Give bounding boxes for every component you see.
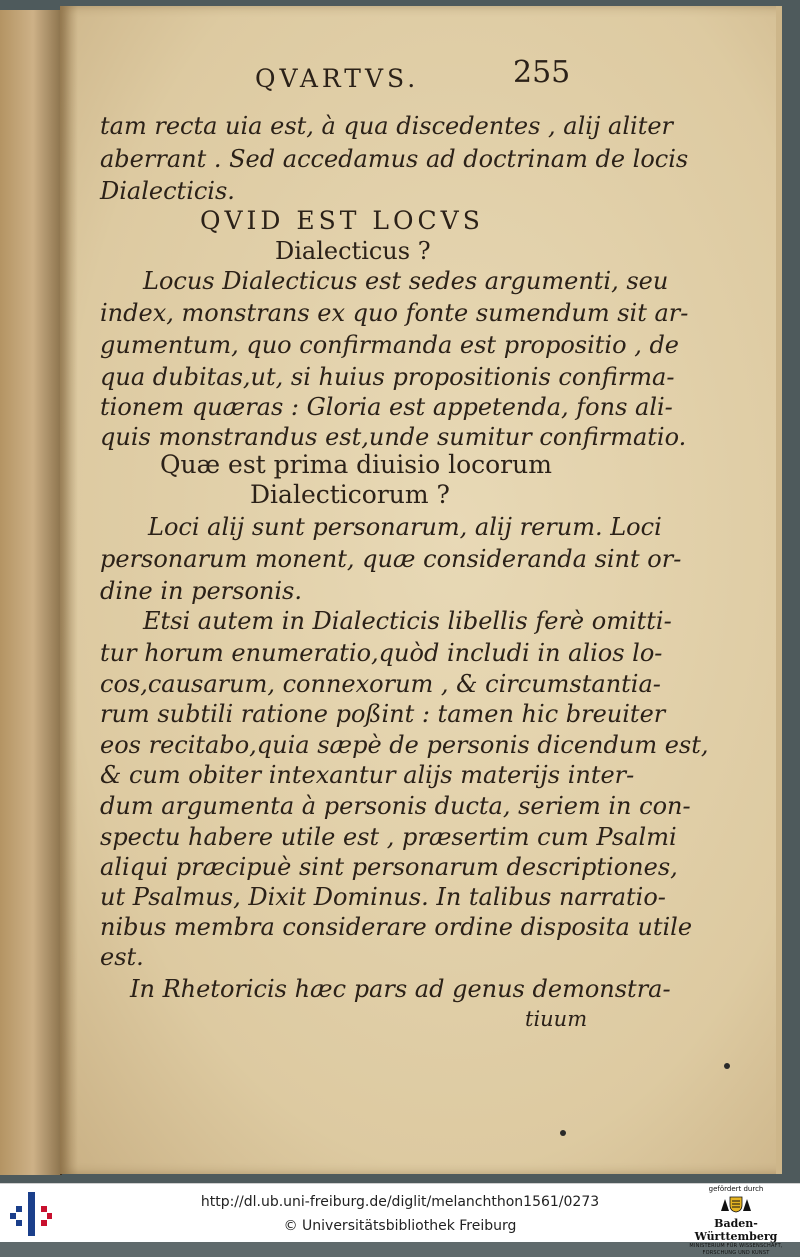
text-line: spectu habere utile est , præsertim cum Psalmi <box>100 823 677 851</box>
permalink[interactable]: http://dl.ub.uni-freiburg.de/diglit/melanchthon1561/0273 <box>200 1194 600 1210</box>
text-line: Loci alij sunt personarum, alij rerum. Loci <box>148 513 662 541</box>
text-line: tur horum enumeratio,quòd includi in alios lo- <box>100 639 663 667</box>
ink-speck <box>560 1130 566 1136</box>
sponsor-block <box>676 1185 796 1256</box>
text-line: index, monstrans ex quo fonte sumendum sit ar- <box>100 299 689 327</box>
text-line: aliqui præcipuè sint personarum descriptiones, <box>100 853 678 881</box>
page-gutter-shadow <box>60 6 78 1174</box>
text-line: dum argumenta à personis ducta, seriem in con- <box>100 792 691 820</box>
sponsor-state: Baden-Württemberg <box>694 1217 778 1243</box>
text-line: rum subtili ratione poßint : tamen hic breuiter <box>100 700 666 728</box>
section-heading: QVID EST LOCVS <box>200 206 484 235</box>
text-line: In Rhetoricis hæc pars ad genus demonstra- <box>130 975 671 1003</box>
copyright-notice: © Universitätsbibliothek Freiburg <box>283 1218 517 1234</box>
text-line: Dialecticis. <box>100 177 235 205</box>
text-line: nibus membra considerare ordine disposita utile <box>100 913 693 941</box>
viewer-footer <box>0 1183 800 1256</box>
text-line: ut Psalmus, Dixit Dominus. In talibus narratio- <box>100 883 666 911</box>
page-edge <box>776 6 782 1174</box>
text-line: gumentum, quo confirmanda est propositio , de <box>100 331 680 359</box>
text-line: tam recta uia est, à qua discedentes , alij aliter <box>100 112 674 140</box>
text-line: qua dubitas,ut, si huius propositionis confirma- <box>100 363 675 391</box>
section-heading: Dialecticus ? <box>275 237 431 265</box>
text-line: personarum monent, quæ consideranda sint or- <box>100 545 682 573</box>
running-head: QVARTVS. <box>255 64 420 93</box>
text-line: quis monstrandus est,unde sumitur confirmatio. <box>100 423 687 451</box>
text-line: Etsi autem in Dialecticis libellis ferè omitti- <box>143 607 672 635</box>
text-line: aberrant . Sed accedamus ad doctrinam de locis <box>100 145 689 173</box>
section-heading: Dialecticorum ? <box>250 480 450 509</box>
catchword: tiuum <box>525 1007 588 1031</box>
text-line: tionem quæras : Gloria est appetenda, fons ali- <box>100 393 673 421</box>
facing-page-edge <box>0 10 62 1175</box>
book-page <box>60 6 782 1174</box>
section-heading: Quæ est prima diuisio locorum <box>160 450 552 479</box>
coat-of-arms-icon <box>719 1195 753 1213</box>
text-line: dine in personis. <box>100 577 302 605</box>
text-line: est. <box>100 943 144 971</box>
text-line: & cum obiter intexantur alijs materijs inter- <box>100 761 635 789</box>
text-line: Locus Dialecticus est sedes argumenti, seu <box>143 267 669 295</box>
text-line: eos recitabo,quia sæpè de personis dicendum est, <box>100 731 709 759</box>
sponsor-ministry: MINISTERIUM FÜR WISSENSCHAFT, FORSCHUNG UND KUNST <box>689 1243 783 1256</box>
sponsor-label: gefördert durch <box>708 1185 764 1193</box>
page-number: 255 <box>513 55 571 90</box>
ink-speck <box>724 1063 730 1069</box>
text-line: cos,causarum, connexorum , & circumstantia- <box>100 670 661 698</box>
